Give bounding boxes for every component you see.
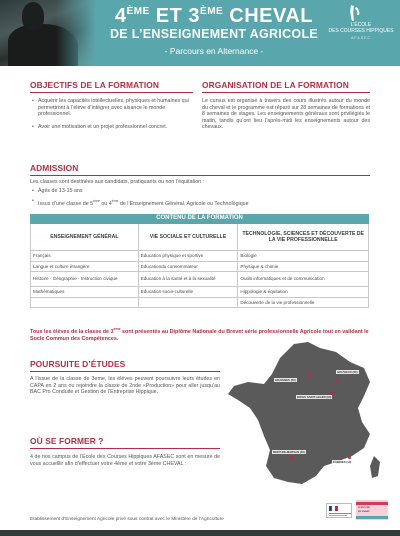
table-cell: Education physique et sportive <box>138 251 238 262</box>
school-logo-sub: AFASEC <box>351 36 371 40</box>
table-cell: Physique & chimie <box>238 261 369 272</box>
school-logo-text: L’ÉCOLE DES COURSES HIPPIQUES <box>328 22 394 34</box>
table-row <box>31 251 369 262</box>
admission-list <box>32 188 370 207</box>
table-cell: Education à la santé et à la sexualité <box>138 272 238 287</box>
list-item: • Avoir une motivation et un projet professionnel concret. <box>32 124 195 131</box>
admission-title: ADMISSION <box>30 163 79 173</box>
table-cell: Education socio-culturelle <box>138 287 238 298</box>
brevet-note: Tous les élèves de la classe de 3ème sont présentés au Diplôme Nationale du Brevet série professionnelle Agricole tout en validant le Socle Commun des Compétences. <box>30 327 369 342</box>
table-column-header: TECHNOLOGIE, SCIENCES ET DÉCOUVERTE DE LA VIE PROFESSIONNELLE <box>238 224 369 251</box>
campus-title: OÙ SE FORMER ? <box>30 436 104 446</box>
aventure-du-vivant-logo: AVENTURE DU VIVANT <box>356 500 388 520</box>
campus-marker <box>348 456 351 459</box>
campus-marker <box>336 380 339 383</box>
poursuite-text: A l’issue de la classe de 3eme, les élèves peuvent poursuivre leurs études en CAPA en 2 ans ou rejoindre la classe de 2nde «Production» pour aller jusqu’au BAC Pro Conduite et Gestion de l’Entreprise Hippique. <box>30 376 220 396</box>
footer-text: Etablissement d’Enseignement Agricole privé sous contrat avec le Ministère de l’Agriculture <box>30 517 224 522</box>
rider-silhouette <box>22 2 44 30</box>
campus-text: 4 de nos campus de l’École des Courses Hippiques AFASEC sont en mesure de vous accueillir afin d’effectuer votre 4ème et votre 3ème CHEVAL : <box>30 454 220 467</box>
campus-marker <box>308 374 311 377</box>
table-cell: Découverte de la vie professionnelle <box>238 297 369 308</box>
training-content-table <box>30 214 369 308</box>
poursuite-rule <box>30 371 220 372</box>
table-cell: Langue et culture étrangère <box>31 261 139 272</box>
objectifs-title: OBJECTIFS DE LA FORMATION <box>30 80 160 90</box>
campus-label: GRAIGNES (50) <box>275 378 296 382</box>
table-cell: Biologie <box>238 251 369 262</box>
campus-label: BOIGS SAINT-LEGER (94) <box>297 395 332 399</box>
france-map-shape <box>224 338 384 498</box>
poursuite-title: POURSUITE D’ÉTUDES <box>30 359 126 369</box>
table-title: CONTENU DE LA FORMATION <box>31 215 369 224</box>
footer-bar <box>0 530 400 536</box>
campus-label: CABRIES (13) <box>333 460 352 464</box>
organisation-title: ORGANISATION DE LA FORMATION <box>202 80 349 90</box>
table-cell: Hippologie & équitation <box>238 287 369 298</box>
list-item: • Issus d’une classe de 5ème ou 4ème de l’Enseignement Général, Agricole ou Technologique <box>32 198 370 207</box>
table-cell: Outils informatiques et de communication <box>238 272 369 287</box>
table-column-header: ENSEIGNEMENT GÉNÉRAL <box>31 224 139 251</box>
campus-rule <box>30 448 220 449</box>
campus-label: GOUVIEUX (60) <box>337 370 358 374</box>
table-cell: Français <box>31 251 139 262</box>
objectifs-list <box>32 98 195 130</box>
table-cell <box>138 297 238 308</box>
ministry-logo <box>326 503 352 518</box>
table-column-header: VIE SOCIALE ET CULTURELLE <box>138 224 238 251</box>
france-campus-map <box>224 338 384 498</box>
jockey-photo <box>0 0 96 66</box>
admission-rule <box>30 175 370 176</box>
admission-intro: Les classes sont destinées aux candidats, pratiquants ou non l’équitation : <box>30 179 205 185</box>
list-item: • Acquérir les capacités intellectuelles, physiques et humaines qui permettront à l’élève d’intégrer avec aisance le monde professionnel. <box>32 98 195 118</box>
objectifs-rule <box>30 92 193 93</box>
organisation-text: Le cursus est organisé à travers des cours illustrés autour du monde du cheval et le programme est réparti sur 28 semaines de formations et 8 semaines de stages. Les enseignements généraux sont privilégiés le matin, tandis qu’ont lieu l’après-midi les enseignements autour des chevaux. <box>202 98 370 131</box>
page-header <box>0 0 400 66</box>
table-cell <box>31 297 139 308</box>
page-title-line2: DE L’ENSEIGNEMENT AGRICOLE <box>109 27 319 41</box>
campus-label: MONT-DE-MARSAN (40) <box>273 450 305 454</box>
table-row <box>31 261 369 272</box>
table-row <box>31 297 369 308</box>
campus-marker <box>290 456 293 459</box>
table-row <box>31 272 369 287</box>
ministry-logo-icon <box>327 504 353 519</box>
table-cell: Educationdu consommateur <box>138 261 238 272</box>
school-logo-icon <box>348 4 362 22</box>
table-cell: Histoire - Géographie - Instruction civique <box>31 272 139 287</box>
list-item: • Âgés de 13-15 ans <box>32 188 370 195</box>
page-title: 4ÈME ET 3ÈME CHEVAL <box>114 5 314 27</box>
table-cell: Mathématiques <box>31 287 139 298</box>
organisation-rule <box>202 92 370 93</box>
table-row <box>31 287 369 298</box>
page-subtitle: - Parcours en Alternance - <box>164 46 264 56</box>
